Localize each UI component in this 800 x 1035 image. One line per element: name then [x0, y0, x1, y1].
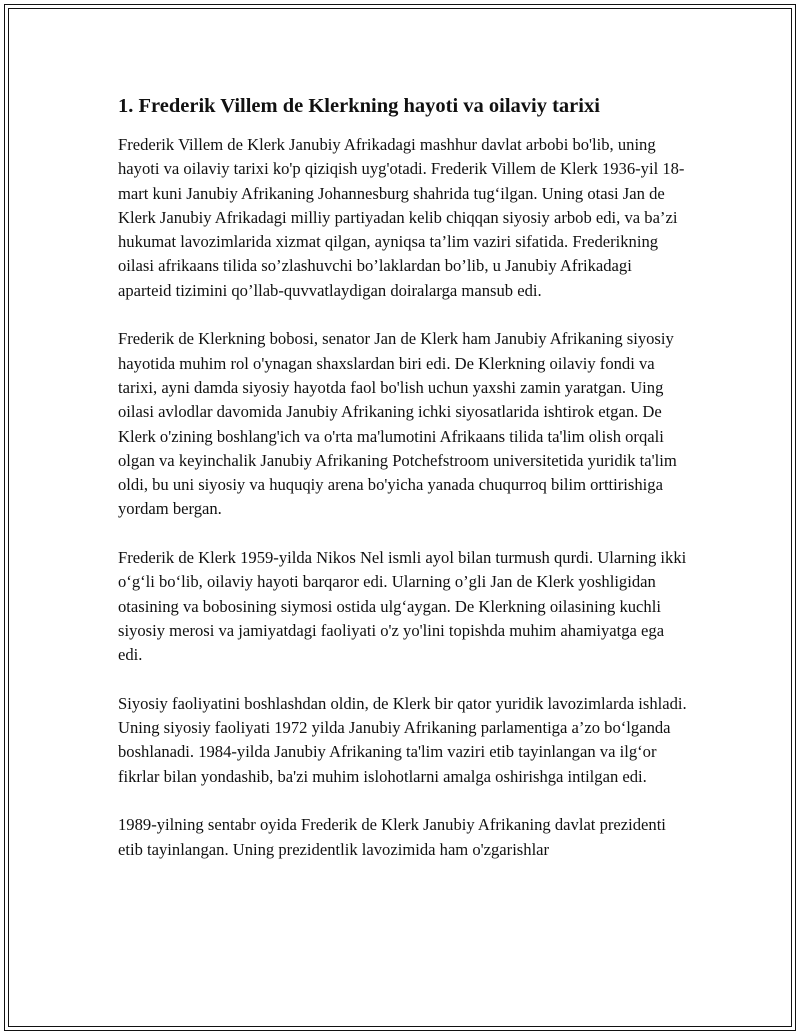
- section-title: 1. Frederik Villem de Klerkning hayoti va oilaviy tarixi: [118, 95, 600, 117]
- paragraph-early-career: Siyosiy faoliyatini boshlashdan oldin, de Klerk bir qator yuridik lavozimlarda ishladi. Uning siyosiy faoliyati 1972 yilda Janubiy Afrikaning parlamentiga a’zo bo‘lganda boshlanadi. 1984-yilda Janubiy Afrikaning ta'lim vaziri etib tayinlangan va ilg‘or fikrlar bilan yondashib, ba'zi muhim islohotlarni amalga oshirishga intilgan edi.: [118, 693, 687, 786]
- paragraph-marriage: Frederik de Klerk 1959-yilda Nikos Nel ismli ayol bilan turmush qurdi. Ularning ikki o‘g‘li bo‘lib, oilaviy hayoti barqaror edi. Ularning o’gli Jan de Klerk yoshligidan otasining va bobosining siymosi ostida ulg‘aygan. De Klerkning oilasining kuchli siyosiy merosi va jamiyatdagi faoliyati o'z yo'lini topishda muhim ahamiyatga ega edi.: [118, 548, 687, 665]
- paragraph-grandfather-education: Frederik de Klerkning bobosi, senator Jan de Klerk ham Janubiy Afrikaning siyosiy hayotida muhim rol o'ynagan shaxslardan biri edi. De Klerkning oilaviy fondi va tarixi, ayni damda siyosiy hayotda faol bo'lish uchun yaxshi zamin yaratgan. Uing oilasi avlodlar davomida Janubiy Afrikaning ichki siyosatlarida ishtirok etgan. De Klerk o'zining boshlang'ich va o'rta ma'lumotini Afrikaans tilida ta'lim olish orqali olgan va keyinchalik Janubiy Afrikaning Potchefstroom universitetida yuridik ta'lim oldi, bu uni siyosiy va huquqiy arena bo'yicha yanada chuqurroq bilim orttirishiga yordam bergan.: [118, 329, 677, 519]
- paragraph-presidency: 1989-yilning sentabr oyida Frederik de Klerk Janubiy Afrikaning davlat prezidenti etib tayinlangan. Uning prezidentlik lavozimida ham o'zgarishlar: [118, 815, 666, 859]
- document-body: [118, 92, 688, 886]
- paragraph-birth-family: Frederik Villem de Klerk Janubiy Afrikadagi mashhur davlat arbobi bo'lib, uning hayoti va oilaviy tarixi ko'p qiziqish uyg'otadi. Frederik Villem de Klerk 1936-yil 18-mart kuni Janubiy Afrikaning Johannesburg shahrida tug‘ilgan. Uning otasi Jan de Klerk Janubiy Afrikadagi milliy partiyadan kelib chiqqan siyosiy arbob edi, va ba’zi hukumat lavozimlarida xizmat qilgan, ayniqsa ta’lim vaziri sifatida. Frederikning oilasi afrikaans tilida so’zlashuvchi bo’laklardan bo’lib, u Janubiy Afrikadagi aparteid tizimini qo’llab-quvvatlaydigan doiralarga mansub edi.: [118, 135, 685, 300]
